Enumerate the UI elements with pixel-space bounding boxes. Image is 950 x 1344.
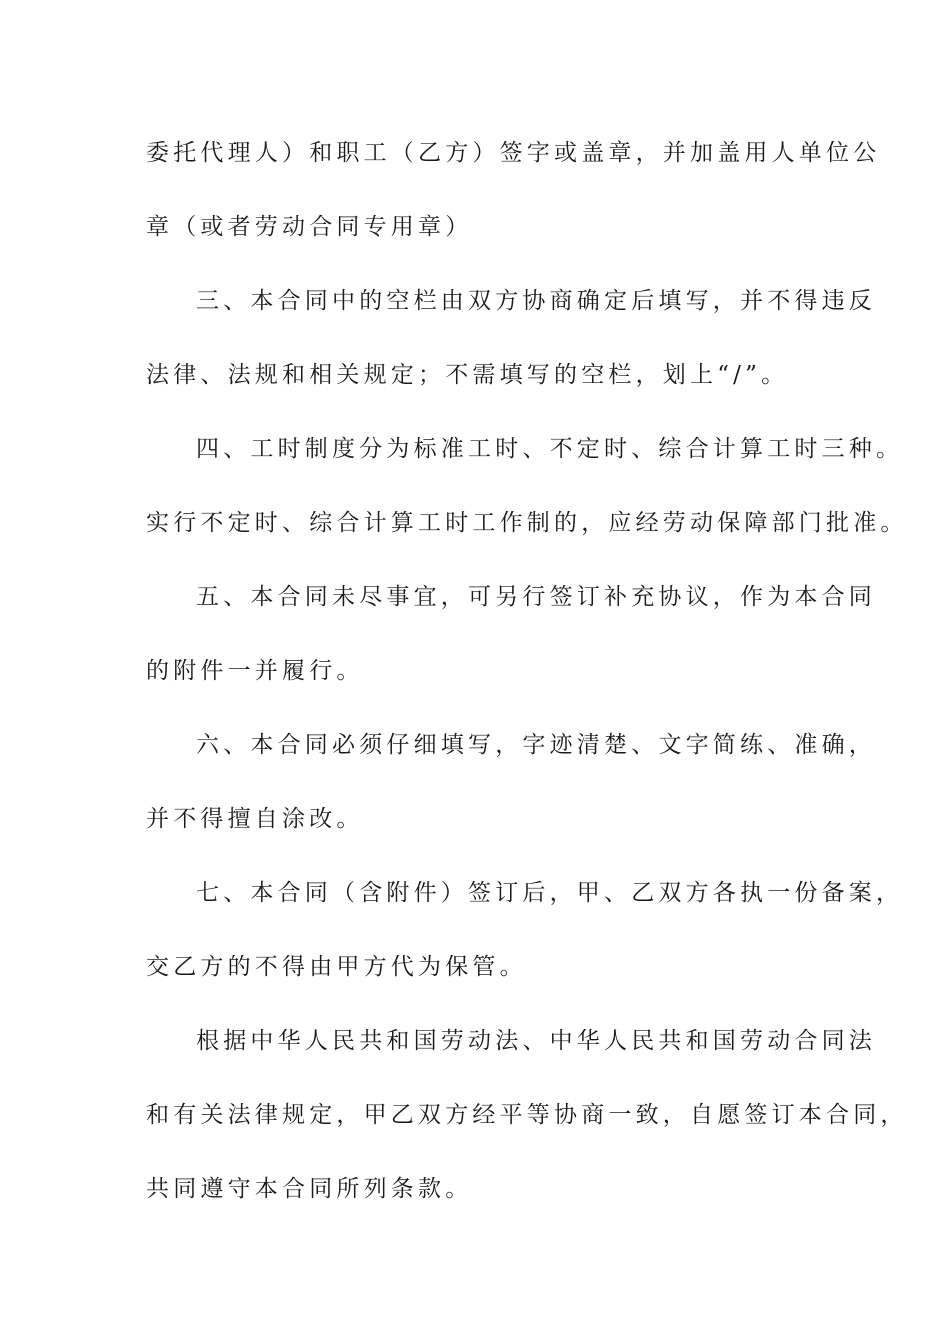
paragraph-5-start: 五、本合同未尽事宜，可另行签订补充协议，作为本合同 <box>196 584 876 610</box>
paragraph-6-start: 六、本合同必须仔细填写，字迹清楚、文字简练、准确， <box>196 732 876 758</box>
paragraph-basis-start: 根据中华人民共和国劳动法、中华人民共和国劳动合同法 <box>196 1028 876 1054</box>
text-line: 交乙方的不得由甲方代为保管。 <box>146 954 527 980</box>
paragraph-3-start: 三、本合同中的空栏由双方协商确定后填写，并不得违反 <box>196 288 876 314</box>
text-line: 共同遵守本合同所列条款。 <box>146 1176 473 1202</box>
paragraph-7-start: 七、本合同（含附件）签订后，甲、乙双方各执一份备案， <box>196 880 904 906</box>
text-line: 实行不定时、综合计算工时工作制的，应经劳动保障部门批准。 <box>146 510 908 536</box>
text-line: 委托代理人）和职工（乙方）签字或盖章，并加盖用人单位公 <box>146 140 881 166</box>
text-line: 章（或者劳动合同专用章） <box>146 214 473 240</box>
text-line: 的附件一并履行。 <box>146 658 364 684</box>
text-line: 并不得擅自涂改。 <box>146 806 364 832</box>
text-line: 法律、法规和相关规定；不需填写的空栏，划上“/”。 <box>146 362 789 388</box>
text-line: 和有关法律规定，甲乙双方经平等协商一致，自愿签订本合同， <box>146 1102 908 1128</box>
paragraph-4-start: 四、工时制度分为标准工时、不定时、综合计算工时三种。 <box>196 436 904 462</box>
